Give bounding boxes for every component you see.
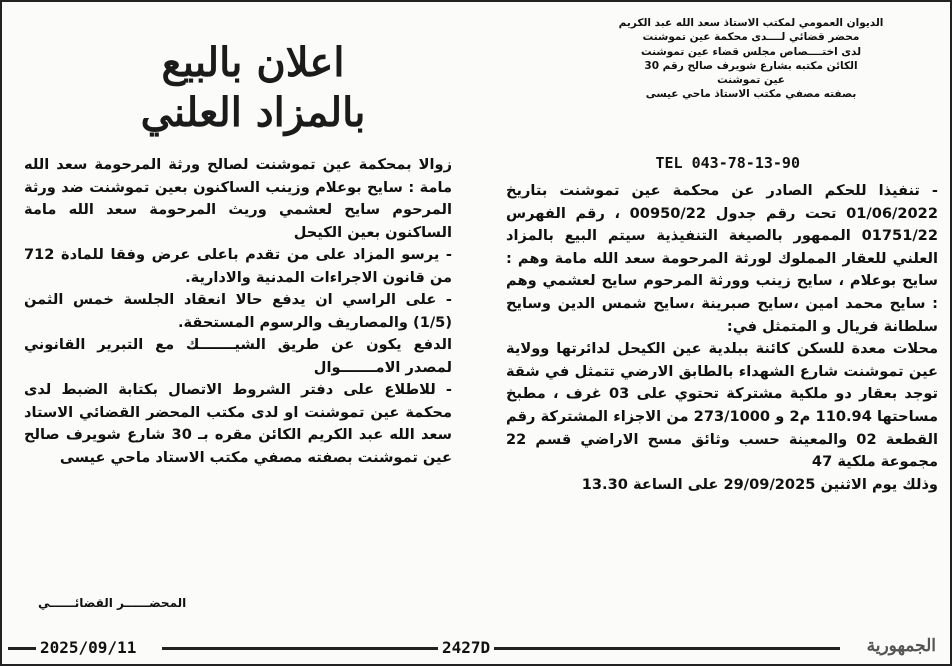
- paragraph: الدفع يكون عن طريق الشيـــــــك مع التبرير القانوني لمصدر الامـــــــوال: [24, 336, 452, 376]
- paragraph: زوالا بمحكمة عين تموشنت لصالح ورثة المرحومة سعد الله مامة : سايح بوعلام وزينب الساكنون بعين تموشنت ضد ورثة المرحوم سايح لعشمي وريث المرحومة سعد الله مامة الساكنون بعين الكيحل: [24, 156, 452, 241]
- paragraph: - تنفيذا للحكم الصادر عن محكمة عين تموشنت بتاريخ 01/06/2022 تحت رقم جدول 00950/22 ، رقم الفهرس 01751/22 الممهور بالصيغة التنفيذية سيتم البيع بالمزاد العلني للعقار المملوك لورثة المرحومة سعد الله مامة وهم : سايح بوعلام ، سايح زينب وورثة المرحوم سايح لعشمي وهم : سايح محمد امين ،سايح صبرينة ،سايح شمس الدين وسايح سلطانة فريال و المتمثل في:: [506, 182, 938, 335]
- footer-bar: [2, 636, 950, 660]
- footer-divider: [8, 647, 36, 650]
- header-line: الديوان العمومي لمكتب الاستاذ سعد الله عبد الكريم: [618, 17, 884, 29]
- header-line: لدى اختــــصاص مجلس قضاء عين تموشنت: [640, 45, 862, 58]
- paragraph: وذلك يوم الاثنين 29/09/2025 على الساعة 13.30: [581, 475, 938, 493]
- footer-divider: [162, 647, 840, 650]
- bailiff-office-header: [566, 16, 936, 102]
- right-column-text: [506, 180, 938, 496]
- header-line: الكائن مكتبه بشارع شويرف صالح رقم 30: [644, 59, 858, 72]
- header-line: عين تموشنت: [717, 74, 785, 87]
- title-line-2: بالمزاد العلني: [140, 89, 366, 136]
- notice-code: 2427D: [438, 638, 494, 657]
- publication-date: 2025/09/11: [36, 638, 140, 657]
- bailiff-signature: المحضــــــر القضائــــــي: [38, 596, 187, 610]
- notice-title: [118, 38, 388, 138]
- header-line: بصفته مصفي مكتب الاستاذ ماحي عيسى: [645, 88, 857, 101]
- paragraph: محلات معدة للسكن كائنة ببلدية عين الكيحل لدائرتها وولاية عين تموشنت شارع الشهداء بالطابق الارضي تتمثل في شقة توجد بعقار دو ملكية مشتركة تحتوي على 03 غرف ، مطبخ مساحتها 110.94 م2 و 273/1000 من الاجزاء المشتركة رقم القطعة 02 والمعينة حسب وثائق مسح الاراضي قسم 22 مجموعة ملكية 47: [506, 340, 939, 471]
- header-line: محضر قضائي لــــدى محكمة عين تموشنت: [642, 31, 860, 44]
- title-line-1: اعلان بالبيع: [161, 39, 345, 86]
- paragraph: - على الراسي ان يدفع حالا انعقاد الجلسة خمس الثمن (1/5) والمصاريف والرسوم المستحقة.: [24, 291, 452, 331]
- newspaper-name: الجمهورية: [863, 636, 940, 656]
- left-column-text: [24, 154, 452, 469]
- telephone-number: TEL 043-78-13-90: [655, 154, 800, 172]
- paragraph: - للاطلاع على دفتر الشروط الاتصال بكتابة الضبط لدى محكمة عين تموشنت او لدى مكتب المحضر القضائي الاستاد سعد الله عبد الكريم الكائن مقره بـ 30 شارع شويرف صالح عين تموشنت بصفته مصفي مكتب الاستاد ماحي عيسى: [24, 381, 452, 466]
- paragraph: - يرسو المزاد على من تقدم باعلى عرض وفقا للمادة 712 من قانون الاجراءات المدنية والادارية.: [24, 246, 452, 286]
